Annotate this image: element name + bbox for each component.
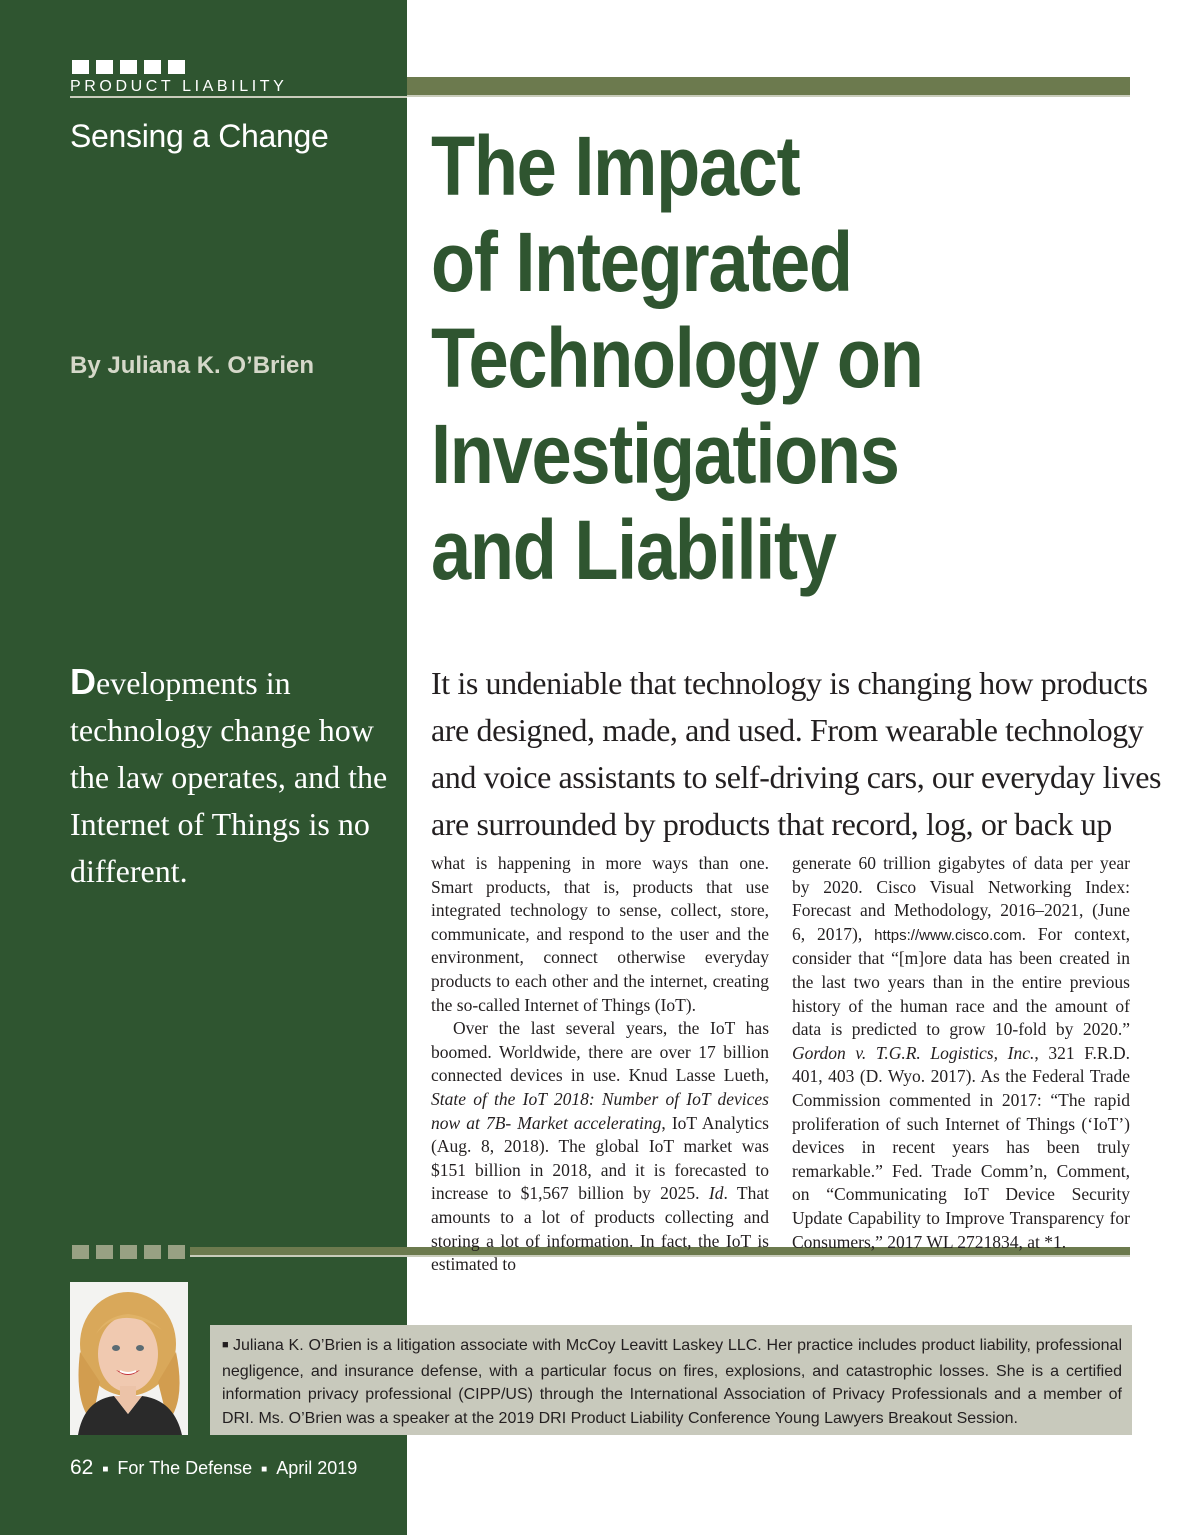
footer-separator-icon: ■ <box>102 1464 109 1475</box>
body-column-right <box>792 852 1130 1254</box>
lede-line: It is undeniable that technology is changing how products <box>431 665 1148 701</box>
body-text: . That amounts to a lot of products collecting and storing a lot of information. In fact, the IoT is estimated to <box>431 1183 769 1275</box>
body-paragraph <box>792 852 1130 1254</box>
author-bio-box <box>210 1325 1132 1435</box>
body-text: , IoT Analytics (Aug. 8, 2018). The global IoT market was $151 billion in 2018, and it is forecasted to increase to $1,567 billion by 2025. <box>431 1112 769 1204</box>
section-squares-icon <box>72 60 185 74</box>
lede-line: are surrounded by products that record, log, or back up <box>431 806 1112 842</box>
headline-line: The Impact <box>431 119 800 213</box>
citation-id: Id <box>708 1183 724 1204</box>
headline-line: of Integrated <box>431 215 852 309</box>
bio-text: Juliana K. O’Brien is a litigation associate with McCoy Leavitt Laskey LLC. Her practice includes product liability, professional negligence, and insurance defense, with a particular focus on fires, explosions, and catastrophic losses. She is a certified information privacy professional (CIPP/US) through the International Association of Privacy Professionals and a member of DRI. Ms. O’Brien was a speaker at the 2019 DRI Product Liability Conference Young Lawyers Breakout Session. <box>222 1337 1122 1427</box>
header-bar <box>407 77 1130 95</box>
body-text: , 321 F.R.D. 401, 403 (D. Wyo. 2017). As the Federal Trade Commission commented in 2017: “The rapid proliferation of such Internet of Things (‘IoT’) devices in recent years has been truly remarkable.” Fed. Trade Comm’n, Comment, on “Communicating IoT Device Security Update Capability to Improve Transparency for Consumers,” 2017 WL 2721834, at *1. <box>792 1042 1130 1252</box>
lede-line: and voice assistants to self-driving cars, our everyday lives <box>431 759 1162 795</box>
publication-name: For The Defense <box>117 1458 253 1478</box>
page-number: 62 <box>70 1456 94 1479</box>
section-rule <box>70 96 407 98</box>
body-text: Over the last several years, the IoT has boomed. Worldwide, there are over 17 billion connected devices in use. Knud Lasse Lueth, <box>431 1018 769 1086</box>
author-bio <box>222 1325 1122 1430</box>
headline-line: Technology on <box>431 311 923 405</box>
headline-line: and Liability <box>431 503 836 597</box>
pull-quote-text: evelopments in technology change how the law operates, and the Internet of Things is no different. <box>70 665 388 889</box>
issue-date: April 2019 <box>276 1458 358 1478</box>
body-text: generate 60 trillion gigabytes of data per year by 2020. Cisco Visual Networking Index: Forecast and Methodology, 2016–2021, (June 6, 2017), <box>792 853 1130 944</box>
author-photo <box>70 1282 188 1435</box>
body-column-left <box>431 852 769 1277</box>
body-paragraph <box>431 1017 769 1277</box>
case-citation: Gordon v. T.G.R. Logistics, Inc. <box>792 1042 1035 1063</box>
page-footer <box>70 1456 357 1480</box>
citation-title: State of the IoT 2018: Number of IoT devices now at 7B- Market accelerating <box>431 1088 769 1133</box>
footer-separator-icon: ■ <box>261 1464 268 1475</box>
bio-bullet-icon: ■ <box>222 1339 230 1351</box>
body-paragraph: what is happening in more ways than one. Smart products, that is, products that use integrated technology to sense, collect, store, communicate, and respond to the user and the environment, connect otherwise everyday products to each other and the internet, creating the so-called Internet of Things (IoT). <box>431 853 769 1015</box>
lede-line: are designed, made, and used. From wearable technology <box>431 712 1144 748</box>
section-subtitle: Sensing a Change <box>70 118 329 154</box>
pull-quote <box>70 658 390 895</box>
header-bar-line <box>407 95 1130 97</box>
headline-line: Investigations <box>431 407 899 501</box>
article-headline <box>431 118 1033 598</box>
pull-quote-dropcap: D <box>70 661 96 702</box>
divider-squares-icon <box>72 1245 185 1259</box>
byline: By Juliana K. O’Brien <box>70 352 315 379</box>
citation-url: https://www.cisco.com <box>874 926 1022 944</box>
body-text: . For context, consider that “[m]ore data has been created in the last two years than in the entire previous history of the human race and the amount of data is predicted to grow 10-fold by 2020.” <box>792 923 1130 1040</box>
section-label: PRODUCT LIABILITY <box>70 78 288 95</box>
article-lede <box>431 660 1162 848</box>
